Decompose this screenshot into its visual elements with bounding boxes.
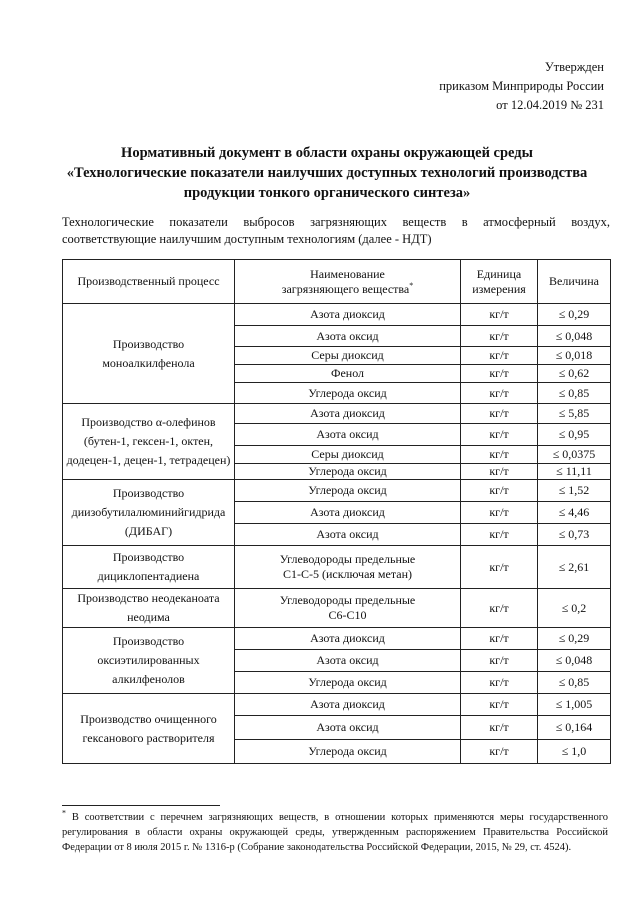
table-row [63, 628, 611, 650]
substance-line: Углерода оксид [308, 744, 387, 758]
value-cell: ≤ 5,85 [538, 404, 611, 424]
unit-cell: кг/т [461, 628, 538, 650]
value-cell: ≤ 1,52 [538, 480, 611, 502]
unit-cell: кг/т [461, 546, 538, 589]
value-cell: ≤ 0,95 [538, 424, 611, 446]
substance-line: Углеводороды предельные [279, 552, 416, 566]
substance-line: Азота оксид [316, 328, 379, 343]
table-row [63, 694, 611, 716]
unit-cell: кг/т [461, 424, 538, 446]
substance-line: Азота диоксид [310, 307, 385, 321]
approval-stamp [439, 58, 604, 115]
process-cell [63, 546, 235, 589]
substance-line: Серы диоксид [311, 348, 384, 362]
substance-line: Азота оксид [316, 720, 379, 734]
process-cell [63, 628, 235, 694]
substance-cell [235, 546, 461, 589]
intro-paragraph: Технологические показатели выбросов загрязняющих веществ в атмосферный воздух, соответствующие наилучшим доступным технологиям (далее - НДТ) [62, 215, 610, 246]
approval-line: приказом Минприроды России [439, 79, 604, 93]
approval-line: Утвержден [544, 60, 604, 74]
table-row [63, 589, 611, 628]
value-cell: ≤ 0,29 [538, 304, 611, 326]
process-line: оксиэтилированных [97, 653, 200, 667]
substance-line: Азота диоксид [310, 406, 385, 420]
value-cell: ≤ 0,018 [538, 347, 611, 365]
substance-line: Азота оксид [316, 653, 379, 667]
header-value: Величина [538, 260, 611, 304]
approval-line: от 12.04.2019 № 231 [496, 98, 604, 112]
process-line: неодима [127, 610, 170, 624]
unit-cell: кг/т [461, 383, 538, 404]
process-cell [63, 480, 235, 546]
footnote-marker: * [62, 808, 66, 818]
unit-cell: кг/т [461, 650, 538, 672]
substance-line: Углерода оксид [308, 385, 387, 400]
value-cell: ≤ 1,0 [538, 740, 611, 764]
process-line: Производство [112, 634, 185, 648]
substance-line: Углерода оксид [308, 675, 387, 689]
table-header-row [63, 260, 611, 304]
value-cell: ≤ 0,2 [538, 589, 611, 628]
unit-cell: кг/т [461, 404, 538, 424]
table-row [63, 304, 611, 326]
substance-cell [235, 589, 461, 628]
unit-cell: кг/т [461, 502, 538, 524]
value-cell: ≤ 11,11 [538, 464, 611, 480]
substance-cell [235, 404, 461, 424]
unit-cell: кг/т [461, 672, 538, 694]
substance-cell [235, 446, 461, 464]
process-line: (ДИБАГ) [124, 524, 173, 538]
table-row [63, 480, 611, 502]
header-unit [461, 260, 538, 304]
header-substance [235, 260, 461, 304]
substance-line: Углеводороды предельные [279, 593, 416, 607]
substance-cell [235, 365, 461, 383]
substance-cell [235, 480, 461, 502]
process-line: гексанового растворителя [82, 730, 215, 745]
value-cell: ≤ 2,61 [538, 546, 611, 589]
substance-cell [235, 740, 461, 764]
header-substance-line: Наименование [310, 266, 385, 281]
process-cell [63, 589, 235, 628]
value-cell: ≤ 1,005 [538, 694, 611, 716]
table-row [63, 546, 611, 589]
substance-cell [235, 650, 461, 672]
process-line: Производство очищенного [80, 711, 217, 726]
table-row [63, 404, 611, 424]
value-cell: ≤ 0,85 [538, 672, 611, 694]
substance-cell [235, 464, 461, 480]
substance-line: Азота оксид [316, 527, 379, 541]
process-line: Производство неодеканоата [77, 591, 220, 605]
substance-line: Азота диоксид [310, 505, 385, 519]
substance-line: С1-С-5 (исключая метан) [282, 567, 412, 581]
header-unit-line: Единица [476, 266, 522, 281]
process-line: додецен-1, децен-1, тетрадецен) [66, 453, 231, 467]
value-cell: ≤ 0,29 [538, 628, 611, 650]
substance-line: Углерода оксид [308, 464, 387, 478]
unit-cell: кг/т [461, 347, 538, 365]
value-cell: ≤ 0,0375 [538, 446, 611, 464]
process-line: Производство α-олефинов [81, 415, 216, 429]
value-cell: ≤ 0,048 [538, 326, 611, 347]
substance-cell [235, 304, 461, 326]
unit-cell: кг/т [461, 694, 538, 716]
substance-cell [235, 672, 461, 694]
title-line: «Технологические показатели наилучших доступных технологий производства [66, 165, 588, 181]
process-line: диизобутилалюминийгидрида [71, 505, 226, 519]
unit-cell: кг/т [461, 740, 538, 764]
unit-cell: кг/т [461, 480, 538, 502]
title-line: Нормативный документ в области охраны окружающей среды [121, 145, 533, 161]
process-cell [63, 404, 235, 480]
process-line: (бутен-1, гексен-1, октен, [83, 434, 214, 448]
footnote-text: В соответствии с перечнем загрязняющих веществ, в отношении которых применяются меры государственного регулирования в области охраны окружающей среды, утвержденным распоряжением Правительства Российской Федерации от 8 июля 2015 г. № 1316-р (Собрание законодательства Российской Федерации, 2015, № 29, ст. 4524). [62, 812, 609, 853]
substance-cell [235, 347, 461, 365]
substance-line: С6-С10 [328, 608, 367, 622]
unit-cell: кг/т [461, 446, 538, 464]
substance-cell [235, 716, 461, 740]
unit-cell: кг/т [461, 464, 538, 480]
substance-cell [235, 628, 461, 650]
process-cell [63, 694, 235, 764]
substance-cell [235, 424, 461, 446]
substance-cell [235, 694, 461, 716]
substance-cell [235, 326, 461, 347]
process-line: Производство [112, 550, 185, 564]
header-unit-line: измерения [472, 281, 526, 296]
footnote-divider [62, 805, 220, 806]
value-cell: ≤ 0,048 [538, 650, 611, 672]
process-line: моноалкилфенола [102, 355, 195, 370]
value-cell: ≤ 0,73 [538, 524, 611, 546]
title-line: продукции тонкого органического синтеза» [183, 185, 471, 201]
table-body [63, 304, 611, 764]
process-cell [63, 304, 235, 404]
unit-cell: кг/т [461, 365, 538, 383]
substance-line: Азота диоксид [310, 697, 385, 711]
unit-cell: кг/т [461, 326, 538, 347]
substance-cell [235, 502, 461, 524]
substance-cell [235, 524, 461, 546]
footnote-marker: * [409, 280, 414, 290]
value-cell: ≤ 4,46 [538, 502, 611, 524]
value-cell: ≤ 0,85 [538, 383, 611, 404]
substance-line: Азота оксид [316, 427, 379, 441]
indicators-table [62, 259, 611, 764]
header-process: Производственный процесс [63, 260, 235, 304]
process-line: Производство [112, 486, 185, 500]
substance-line: Фенол [330, 366, 365, 380]
header-substance-line [238, 282, 457, 297]
process-line: Производство [112, 336, 185, 351]
substance-cell [235, 383, 461, 404]
substance-line: Углерода оксид [308, 483, 387, 497]
process-line: алкилфенолов [112, 672, 185, 686]
unit-cell: кг/т [461, 524, 538, 546]
unit-cell: кг/т [461, 304, 538, 326]
value-cell: ≤ 0,62 [538, 365, 611, 383]
unit-cell: кг/т [461, 589, 538, 628]
header-substance-text: загрязняющего вещества [281, 281, 410, 296]
substance-line: Серы диоксид [311, 447, 384, 461]
unit-cell: кг/т [461, 716, 538, 740]
process-line: дициклопентадиена [97, 569, 200, 583]
value-cell: ≤ 0,164 [538, 716, 611, 740]
document-title [40, 143, 614, 203]
footnote [62, 810, 608, 855]
substance-line: Азота диоксид [310, 631, 385, 645]
